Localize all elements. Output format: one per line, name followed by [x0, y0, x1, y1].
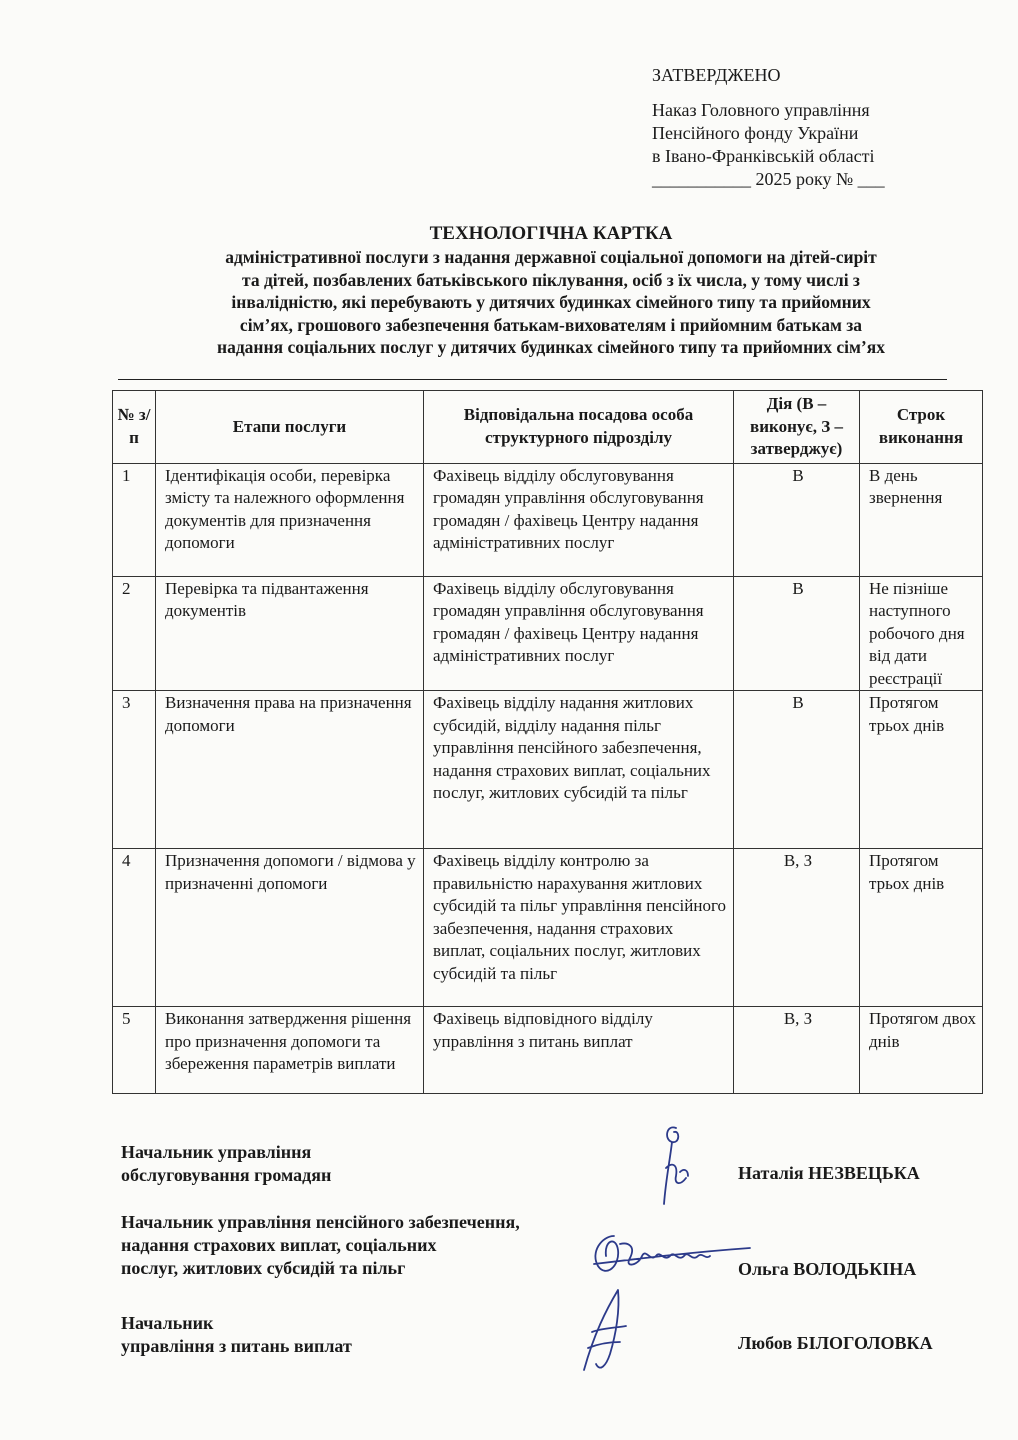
signature-name: Ольга ВОЛОДЬКІНА [738, 1259, 917, 1279]
signature-position-line: обслуговування громадян [121, 1165, 332, 1185]
approval-line: в Івано-Франківській області [652, 146, 875, 166]
approval-title: ЗАТВЕРДЖЕНО [652, 65, 781, 85]
signature-position [121, 1211, 520, 1280]
approval-block [652, 64, 885, 191]
title-divider [118, 379, 947, 380]
stages-table [112, 390, 983, 1094]
table-row [113, 463, 983, 576]
approval-line: Пенсійного фонду України [652, 123, 859, 143]
row-official: Фахівець відділу обслуговування громадян управління обслуговування громадян / фахівець Центру надання адміністративних послуг [424, 463, 734, 576]
signature-position-line: надання страхових виплат, соціальних [121, 1235, 437, 1255]
table-row [113, 1007, 983, 1094]
document-heading [120, 222, 982, 359]
handwritten-signature-icon [584, 1222, 754, 1286]
row-official: Фахівець відділу обслуговування громадян управління обслуговування громадян / фахівець Центру надання адміністративних послуг [424, 576, 734, 691]
row-official: Фахівець відділу надання житлових субсидій, відділу надання пільг управління пенсійного забезпечення, надання страхових виплат, соціальних послуг, житлових субсидій та пільг [424, 691, 734, 849]
row-stage: Призначення допомоги / відмова у призначенні допомоги [156, 849, 424, 1007]
row-num: 1 [113, 463, 156, 576]
row-official: Фахівець відповідного відділу управління з питань виплат [424, 1007, 734, 1094]
row-num: 3 [113, 691, 156, 849]
row-official: Фахівець відділу контролю за правильністю нарахування житлових субсидій та пільг управління пенсійного забезпечення, надання страхових виплат, соціальних послуг, житлових субсидій та пільг [424, 849, 734, 1007]
header-stage: Етапи послуги [156, 391, 424, 464]
header-num: № з/п [113, 391, 156, 464]
row-action: В [734, 463, 860, 576]
row-stage: Ідентифікація особи, перевірка змісту та належного оформлення документів для призначення допомоги [156, 463, 424, 576]
table-row [113, 576, 983, 691]
row-action: В [734, 691, 860, 849]
row-term: Не пізніше наступного робочого дня від дати реєстрації [860, 576, 983, 691]
table-row [113, 691, 983, 849]
row-num: 5 [113, 1007, 156, 1094]
document-subtitle-line: сім’ях, грошового забезпечення батькам-вихователям і прийомним батькам за [239, 314, 863, 335]
signature-position [121, 1141, 331, 1187]
row-term: Протягом трьох днів [860, 849, 983, 1007]
signature-position [121, 1312, 352, 1358]
row-stage: Перевірка та підвантаження документів [156, 576, 424, 691]
row-action: В, З [734, 1007, 860, 1094]
signature-position-line: Начальник управління пенсійного забезпечення, [121, 1212, 520, 1232]
row-stage: Визначення права на призначення допомоги [156, 691, 424, 849]
row-term: В день звернення [860, 463, 983, 576]
signature-position-line: послуг, житлових субсидій та пільг [121, 1258, 406, 1278]
document-subtitle-line: інвалідністю, які перебувають у дитячих будинках сімейного типу та прийомних [231, 292, 871, 312]
row-term: Протягом двох днів [860, 1007, 983, 1094]
signature-name: Любов БІЛОГОЛОВКА [738, 1333, 933, 1353]
document-subtitle-line: адміністративної послуги з надання державної соціальної допомоги на дітей-сиріт [225, 247, 877, 267]
row-num: 4 [113, 849, 156, 1007]
row-action: В [734, 576, 860, 691]
document-subtitle-line: надання соціальних послуг у дитячих будинках сімейного типу та прийомних сім’ях [217, 337, 885, 357]
row-term: Протягом трьох днів [860, 691, 983, 849]
signature-position-line: Начальник управління [121, 1142, 312, 1162]
header-official: Відповідальна посадова особа структурного підрозділу [424, 391, 734, 464]
handwritten-signature-icon [570, 1284, 640, 1380]
row-num: 2 [113, 576, 156, 691]
approval-order-line: ___________ 2025 року № ___ [652, 169, 885, 189]
signature-name: Наталія НЕЗВЕЦЬКА [738, 1163, 920, 1183]
header-action: Дія (В – виконує, З – затверджує) [734, 391, 860, 464]
header-term: Строк виконання [860, 391, 983, 464]
table-header-row [113, 391, 983, 464]
table-row [113, 849, 983, 1007]
signature-position-line: Начальник [121, 1313, 214, 1333]
document-subtitle-line: та дітей, позбавлених батьківського піклування, осіб з їх числа, у тому числі з [242, 269, 860, 290]
approval-line: Наказ Головного управління [652, 100, 870, 120]
row-stage: Виконання затвердження рішення про призначення допомоги та збереження параметрів виплати [156, 1007, 424, 1094]
row-action: В, З [734, 849, 860, 1007]
handwritten-signature-icon [636, 1120, 716, 1210]
signature-position-line: управління з питань виплат [121, 1336, 352, 1356]
document-title: ТЕХНОЛОГІЧНА КАРТКА [429, 223, 673, 244]
